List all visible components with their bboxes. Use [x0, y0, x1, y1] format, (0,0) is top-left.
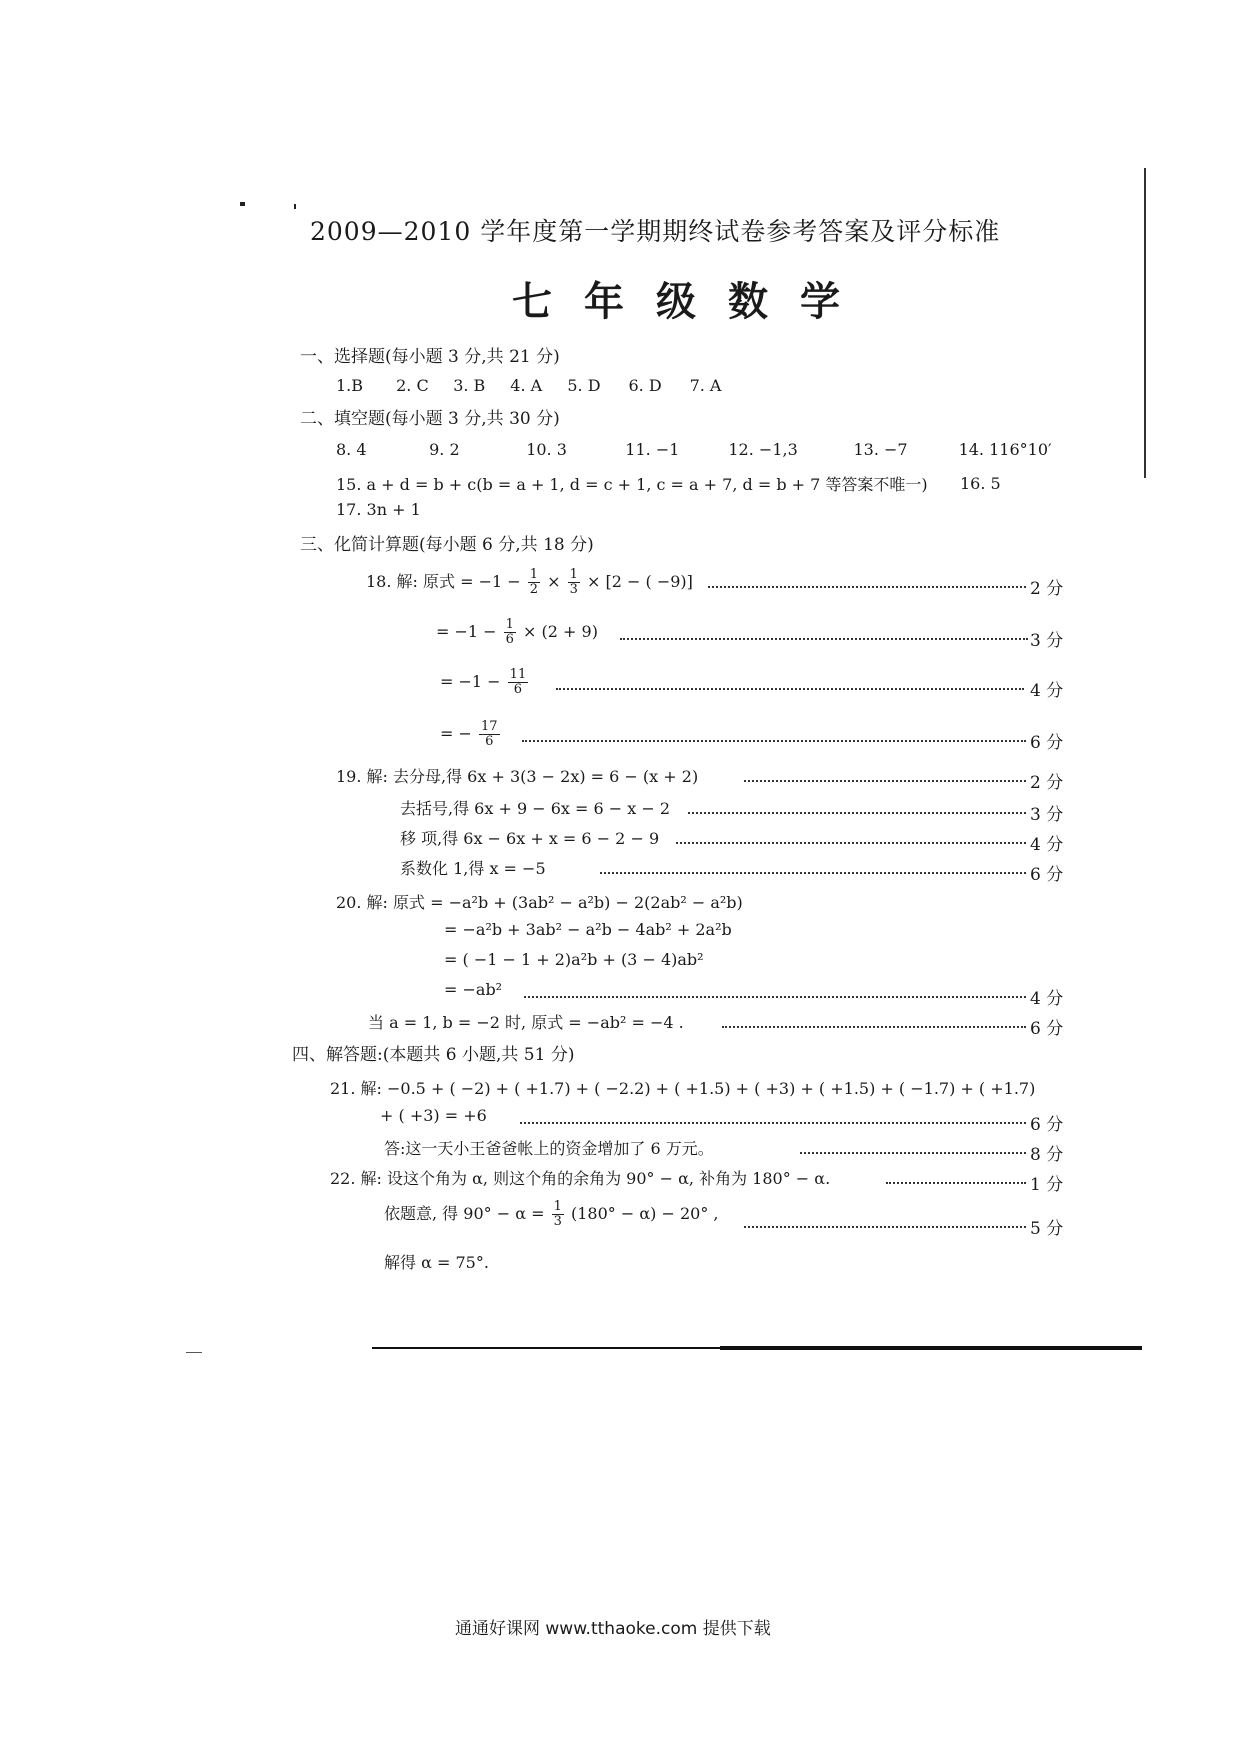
- score: 4 分: [1030, 681, 1064, 701]
- scan-speck: [294, 204, 296, 209]
- q18-line-4: = − $\frac{17}{6}$: [440, 719, 498, 749]
- q18-line-1: 18. 解: 原式 = −1 − $\frac{1}{2}$ × $\frac{1}{3}$ × [2 − ( −9)]: [366, 567, 693, 597]
- q20-line-2: = −a²b + 3ab² − a²b − 4ab² + 2a²b: [444, 920, 732, 939]
- dot-leader: [522, 740, 1026, 742]
- dot-leader: [744, 1226, 1026, 1228]
- section-1-header: 一、选择题(每小题 3 分,共 21 分): [300, 347, 560, 367]
- q22-line-1: 22. 解: 设这个角为 α, 则这个角的余角为 90° − α, 补角为 180° − α.: [330, 1169, 831, 1188]
- q19-line-4: 系数化 1,得 x = −5: [400, 859, 546, 878]
- fraction: $\frac{11}{6}$: [509, 667, 527, 697]
- score: 6 分: [1030, 865, 1064, 885]
- footer-credit: 通通好课网 www.tthaoke.com 提供下载: [455, 1619, 771, 1639]
- margin-line: [1144, 168, 1146, 478]
- answer-17: 17. 3n + 1: [336, 500, 421, 519]
- q19-line-1: 19. 解: 去分母,得 6x + 3(3 − 2x) = 6 − (x + 2): [336, 767, 699, 786]
- score: 2 分: [1030, 773, 1064, 793]
- answer: 7. A: [689, 376, 722, 395]
- answer-16: 16. 5: [960, 474, 1001, 493]
- dot-leader: [688, 812, 1026, 814]
- q22-line-3: 解得 α = 75°.: [384, 1253, 489, 1272]
- dot-leader: [708, 586, 1026, 588]
- answer: 4. A: [510, 376, 543, 395]
- answer-row: [336, 376, 721, 395]
- dot-leader: [520, 1122, 1026, 1124]
- q20-line-3: = ( −1 − 1 + 2)a²b + (3 − 4)ab²: [444, 950, 704, 969]
- q20-line-4: = −ab²: [444, 980, 503, 999]
- fraction: $\frac{1}{2}$: [529, 567, 539, 597]
- q18-line-3: = −1 − $\frac{11}{6}$: [440, 667, 527, 697]
- bottom-rule-dash: [186, 1352, 202, 1353]
- q20-line-5: 当 a = 1, b = −2 时, 原式 = −ab² = −4 .: [368, 1013, 684, 1032]
- answer: 11. −1: [625, 440, 680, 459]
- score: 2 分: [1030, 579, 1064, 599]
- fraction: $\frac{17}{6}$: [481, 719, 498, 749]
- score: 3 分: [1030, 631, 1064, 651]
- answer-15: 15. a + d = b + c(b = a + 1, d = c + 1, c = a + 7, d = b + 7 等答案不唯一): [336, 475, 928, 494]
- q19-line-3: 移 项,得 6x − 6x + x = 6 − 2 − 9: [400, 829, 660, 848]
- dot-leader: [524, 996, 1026, 998]
- dot-leader: [600, 872, 1026, 874]
- answer: 8. 4: [336, 440, 367, 459]
- fraction: $\frac{1}{3}$: [569, 567, 578, 597]
- document-title: 七年级数学: [512, 278, 872, 325]
- score: 5 分: [1030, 1219, 1064, 1239]
- q20-line-1: 20. 解: 原式 = −a²b + (3ab² − a²b) − 2(2ab² − a²b): [336, 893, 743, 912]
- answer: 2. C: [396, 376, 429, 395]
- answer: 12. −1,3: [728, 440, 798, 459]
- fraction: $\frac{1}{6}$: [505, 617, 514, 647]
- answer: 3. B: [453, 376, 486, 395]
- bottom-rule-thick: [720, 1346, 1142, 1350]
- section-3-header: 三、化简计算题(每小题 6 分,共 18 分): [300, 535, 594, 555]
- answer: 5. D: [567, 376, 601, 395]
- answer: 13. −7: [853, 440, 908, 459]
- dot-leader: [676, 842, 1026, 844]
- dot-leader: [744, 780, 1026, 782]
- score: 4 分: [1030, 989, 1064, 1009]
- fraction: $\frac{1}{3}$: [553, 1199, 562, 1229]
- section-2-header: 二、填空题(每小题 3 分,共 30 分): [300, 409, 560, 429]
- answer: 1.B: [336, 376, 364, 395]
- q22-line-2: 依题意, 得 90° − α = $\frac{1}{3}$ (180° − α) − 20° ,: [384, 1199, 719, 1229]
- score: 6 分: [1030, 733, 1064, 753]
- document-heading: 2009—2010 学年度第一学期期终试卷参考答案及评分标准: [310, 217, 1001, 246]
- dot-leader: [556, 688, 1024, 690]
- dot-leader: [800, 1152, 1026, 1154]
- answer-row: [336, 440, 1052, 459]
- score: 1 分: [1030, 1175, 1064, 1195]
- q19-line-2: 去括号,得 6x + 9 − 6x = 6 − x − 2: [400, 799, 671, 818]
- dot-leader: [722, 1026, 1026, 1028]
- score: 6 分: [1030, 1019, 1064, 1039]
- score: 8 分: [1030, 1145, 1064, 1165]
- score: 3 分: [1030, 805, 1064, 825]
- q21-line-3: 答:这一天小王爸爸帐上的资金增加了 6 万元。: [384, 1139, 714, 1158]
- answer: 14. 116°10′: [958, 440, 1052, 459]
- score: 4 分: [1030, 835, 1064, 855]
- score: 6 分: [1030, 1115, 1064, 1135]
- answer: 6. D: [628, 376, 662, 395]
- dot-leader: [886, 1182, 1026, 1184]
- answer: 9. 2: [429, 440, 460, 459]
- scan-speck: [240, 202, 245, 206]
- dot-leader: [620, 638, 1028, 640]
- q21-line-2: + ( +3) = +6: [380, 1106, 487, 1125]
- q21-line-1: 21. 解: −0.5 + ( −2) + ( +1.7) + ( −2.2) + ( +1.5) + ( +3) + ( +1.5) + ( −1.7) + ( +1.7): [330, 1079, 1036, 1098]
- answer: 10. 3: [526, 440, 567, 459]
- section-4-header: 四、解答题:(本题共 6 小题,共 51 分): [292, 1045, 575, 1065]
- q18-line-2: = −1 − $\frac{1}{6}$ × (2 + 9): [436, 617, 598, 647]
